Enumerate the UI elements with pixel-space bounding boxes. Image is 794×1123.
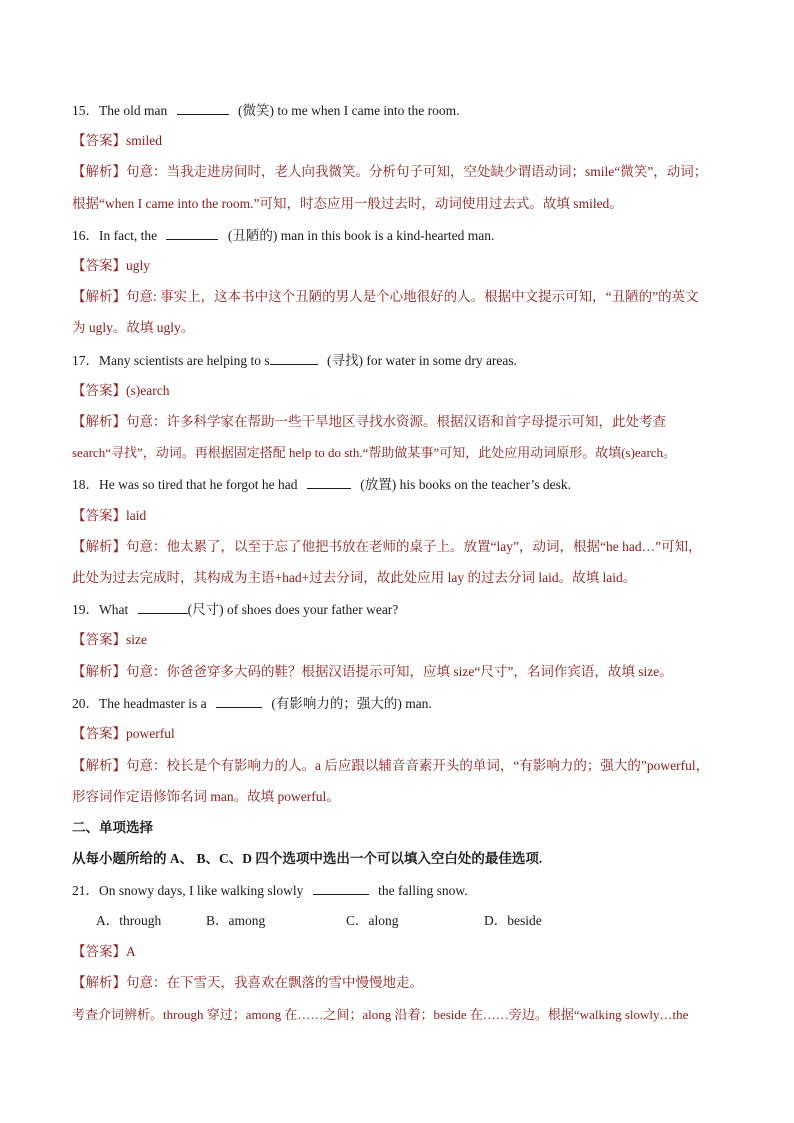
answer-label: 【答案】: [72, 632, 126, 647]
answer-blank: [270, 350, 318, 365]
question-text: (放置) his books on the teacher’s desk.: [360, 477, 572, 492]
answer-blank: [166, 225, 218, 240]
question-21: [72, 880, 732, 901]
analysis-18-line-1: [72, 537, 732, 557]
analysis-18-line-2: [72, 568, 732, 588]
question-16: [72, 225, 732, 246]
answer-19: [72, 630, 732, 650]
answer-label: 【答案】: [72, 133, 126, 148]
analysis-label: 【解析】: [72, 975, 126, 990]
analysis-19-line-1: [72, 662, 732, 682]
question-text: (有影响力的；强大的) man.: [271, 696, 432, 711]
question-text: 18．He was so tired that he forgot he had: [72, 477, 298, 492]
answer-label: 【答案】: [72, 508, 126, 523]
analysis-text: search“寻找”，动词。再根据固定搭配 help to do sth.“帮助做某事”可知，此处应用动词原形。故填(s)earch。: [72, 445, 677, 460]
question-20: [72, 693, 732, 714]
question-19: [72, 599, 732, 620]
analysis-label: 【解析】: [72, 664, 126, 679]
analysis-15-line-1: [72, 162, 732, 182]
answer-label: 【答案】: [72, 944, 126, 959]
answer-blank: [138, 599, 188, 614]
analysis-text: 句意：当我走进房间时，老人向我微笑。分析句子可知，空处缺少谓语动词；smile“微笑”，动词；: [126, 164, 708, 179]
question-21-options: [96, 911, 756, 931]
analysis-15-line-2: [72, 194, 732, 214]
analysis-text: 根据“when I came into the room.”可知，时态应用一般过去时，动词使用过去式。故填 smiled。: [72, 196, 623, 211]
analysis-label: 【解析】: [72, 414, 126, 429]
answer-label: 【答案】: [72, 258, 126, 273]
question-text: (寻找) for water in some dry areas.: [326, 353, 518, 368]
question-18: [72, 474, 732, 495]
question-text: the falling snow.: [378, 883, 468, 898]
analysis-text: 句意：校长是个有影响力的人。a 后应跟以辅音音素开头的单词，“有影响力的；强大的”powerful，: [126, 758, 710, 773]
question-17: [72, 350, 732, 371]
analysis-text: 此处为过去完成时，其构成为主语+had+过去分词，故此处应用 lay 的过去分词 laid。故填 laid。: [72, 570, 637, 585]
question-text: 16．In fact, the: [72, 228, 158, 243]
analysis-text: 形容词作定语修饰名词 man。故填 powerful。: [72, 789, 340, 804]
analysis-20-line-1: [72, 756, 732, 776]
option-a[interactable]: A．through: [96, 913, 162, 928]
answer-20: [72, 724, 732, 744]
answer-16: [72, 256, 732, 276]
section-instruction: 从每小题所给的 A、 B、C、D 四个选项中选出一个可以填入空白处的最佳选项.: [72, 851, 543, 866]
answer-17: [72, 381, 732, 401]
answer-15: [72, 131, 732, 151]
answer-21: [72, 942, 732, 962]
answer-blank: [307, 474, 351, 489]
analysis-21-line-2: 考查介词辨析。through 穿过；among 在……之间；along 沿着；beside 在……旁边。根据“walking slowly…the: [72, 1007, 689, 1022]
answer-value: laid: [126, 508, 147, 523]
option-d[interactable]: D．beside: [484, 913, 542, 928]
answer-18: [72, 506, 732, 526]
answer-label: 【答案】: [72, 726, 126, 741]
answer-value: A: [126, 944, 136, 959]
answer-blank: [177, 100, 229, 115]
question-text: (丑陋的) man in this book is a kind-hearted man.: [227, 228, 495, 243]
analysis-text: 句意：他太累了，以至于忘了他把书放在老师的桌子上。放置“lay”，动词，根据“he had…”可知，: [126, 539, 702, 554]
analysis-17-line-2: [72, 443, 732, 463]
analysis-17-line-1: [72, 412, 732, 432]
analysis-21-line-1: [72, 973, 732, 993]
analysis-16-line-2: [72, 318, 732, 338]
analysis-16-line-1: [72, 287, 732, 307]
question-text: 17．Many scientists are helping to s: [72, 353, 270, 368]
answer-value: powerful: [126, 726, 175, 741]
analysis-label: 【解析】: [72, 289, 126, 304]
analysis-20-line-2: [72, 787, 732, 807]
analysis-label: 【解析】: [72, 758, 126, 773]
option-c[interactable]: C．along: [346, 913, 399, 928]
question-text: 19．What: [72, 602, 129, 617]
answer-value: smiled: [126, 133, 162, 148]
question-15: [72, 100, 732, 121]
question-text: (尺寸) of shoes does your father wear?: [187, 602, 399, 617]
question-text: (微笑) to me when I came into the room.: [237, 103, 460, 118]
answer-blank: [313, 880, 369, 895]
analysis-text: 句意：许多科学家在帮助一些干旱地区寻找水资源。根据汉语和首字母提示可知，此处考查: [126, 414, 666, 429]
analysis-text: 句意：你爸爸穿多大码的鞋？根据汉语提示可知，应填 size“尺寸”，名词作宾语，故填 size。: [126, 664, 673, 679]
question-text: 20．The headmaster is a: [72, 696, 207, 711]
answer-value: size: [126, 632, 147, 647]
analysis-label: 【解析】: [72, 539, 126, 554]
analysis-label: 【解析】: [72, 164, 126, 179]
answer-label: 【答案】: [72, 383, 126, 398]
question-text: 21．On snowy days, I like walking slowly: [72, 883, 304, 898]
answer-value: ugly: [126, 258, 151, 273]
analysis-text: 句意: 事实上，这本书中这个丑陋的男人是个心地很好的人。根据中文提示可知，“丑陋的”的英文: [126, 289, 699, 304]
analysis-text: 句意：在下雪天，我喜欢在飘落的雪中慢慢地走。: [126, 975, 423, 990]
answer-value: (s)earch: [126, 383, 170, 398]
question-text: 15．The old man: [72, 103, 168, 118]
section-heading: 二、单项选择: [72, 820, 153, 835]
answer-blank: [216, 693, 262, 708]
analysis-text: 为 ugly。故填 ugly。: [72, 320, 195, 335]
option-b[interactable]: B．among: [206, 913, 266, 928]
